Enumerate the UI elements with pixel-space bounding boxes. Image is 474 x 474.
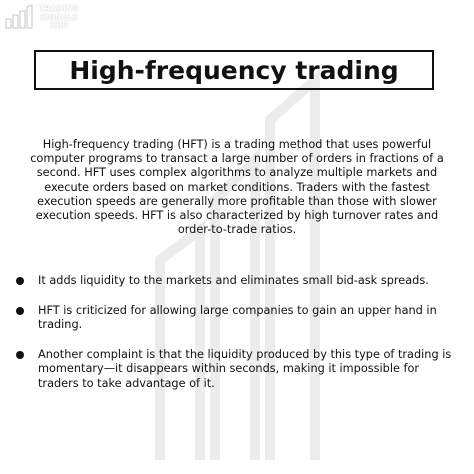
bullet-text: Another complaint is that the liquidity produced by this type of trading is momentary—it disappears within seconds, making it impossible for traders to take advantage of it. — [38, 347, 452, 390]
building-watermark-icon — [140, 60, 350, 460]
bullet-list — [14, 274, 454, 392]
bullet-text: It adds liquidity to the markets and eliminates small bid-ask spreads. — [38, 274, 429, 287]
bar-chart-logo-icon — [4, 5, 34, 29]
logo-line: SIGNALS — [39, 12, 78, 22]
logo-wordmark — [36, 5, 82, 31]
list-item — [14, 274, 454, 289]
list-item — [14, 304, 454, 333]
list-item — [14, 348, 454, 392]
logo-line: TRADING — [39, 4, 79, 13]
logo-line: HUB — [49, 21, 69, 30]
page-title: High-frequency trading — [69, 55, 399, 85]
intro-paragraph: High-frequency trading (HFT) is a trading method that uses powerful computer programs to transact a large number of orders in fractions of a second. HFT uses complex algorithms to analyze multiple markets and execute orders based on market conditions. Traders with the fastest execution speeds are generally more profitable than those with slower execution speeds. HFT is also characterized by high turnover rates and order-to-trade ratios. — [30, 138, 444, 237]
bullet-dot-icon — [16, 307, 24, 315]
bullet-dot-icon — [16, 277, 24, 285]
bullet-text: HFT is criticized for allowing large companies to gain an upper hand in trading. — [38, 303, 437, 332]
bullet-dot-icon — [16, 351, 24, 359]
brand-logo — [4, 3, 80, 35]
title-box — [34, 50, 434, 90]
